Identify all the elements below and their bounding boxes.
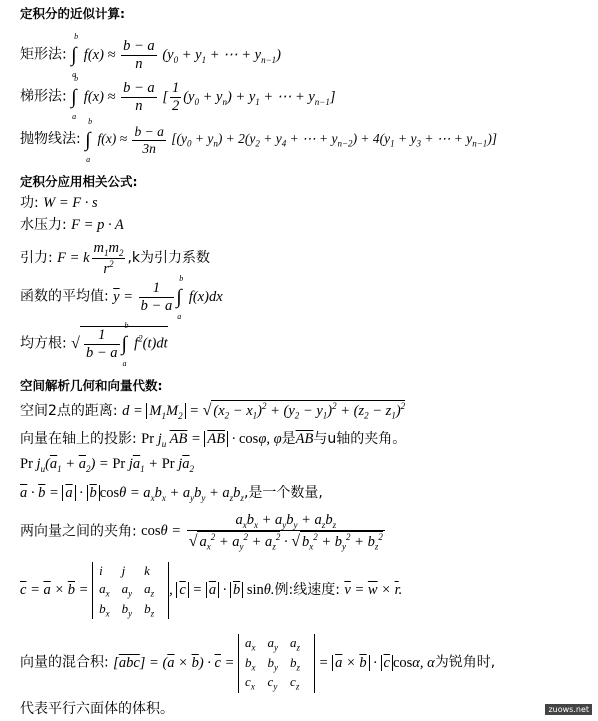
work-formula: 功: W = F · s	[20, 195, 98, 211]
pressure-label: 水压力:	[20, 217, 67, 233]
mixed-tail: 代表平行六面体的体积。	[20, 701, 174, 717]
gravity-label: 引力:	[20, 250, 53, 267]
projection-formula: 向量在轴上的投影: Pr $j_u$ $\overline{AB} = \overline{AB} \cdot \cos\varphi$, φ是$\overline{AB}$与u轴的夹角。	[20, 431, 407, 449]
projection-sum-formula: Pr $j_u(\overline{a}_1 + \overline{a}_2) = Pr$ $j\overline{a}_1 + Pr$ $j\overline{a}_2$	[20, 456, 194, 474]
mixed-label: 向量的混合积:	[20, 654, 109, 671]
trap-label: 梯形法:	[20, 88, 67, 105]
section-title-apps: 定积分应用相关公式:	[20, 174, 138, 189]
mixed-product-formula: 向量的混合积: $[\overline{a}\overline{b}\overline{c}] = (\overline{a} \times \overline{b}) \cdot \overline{c}$ = $a_x$ $a_y$ $a_z$ $b_x$ $b_y$ $b_z$ $c_x$ $c_y$ $c_z$ = $\overline{a} \times \overline{b} \cdot \overline{c}$ cosα, α为锐角时,	[20, 635, 496, 692]
proj-label: 向量在轴上的投影:	[20, 431, 137, 447]
dot-product-formula: $\overline{a} \cdot \overline{b} = \overline{a} \cdot \overline{b}$ $\cos\theta = a_xb_x + a_yb_y + a_zb_z$,是一个数量,	[20, 485, 323, 503]
mean-label: 函数的平均值:	[20, 288, 109, 305]
angle-formula: 两向量之间的夹角: cosθ = $\frac{a_xb_x + a_yb_y + a_zb_z}{√ a_x^2 + a_y^2 + a_z^2 \cdot √ b_x^2 + b_y^2 + b_z^2}$	[20, 512, 383, 552]
rect-label: 矩形法:	[20, 46, 67, 63]
gravity-note: ,k为引力系数	[127, 250, 211, 267]
proj-note2: 与u轴的夹角。	[313, 431, 407, 447]
mean-value-formula: 函数的平均值: $\overline{y}$ = $\frac{1}{b - a}$ ∫ b a f(x)dx	[20, 273, 223, 321]
work-label: 功:	[20, 195, 39, 211]
rectangle-rule: 矩形法: ∫ b a f(x) ≈ $\frac{b - a}{n}$ ($y_0 + y_1$ + ⋯ + $y_{n-1}$)	[20, 31, 281, 79]
rms-label: 均方根:	[20, 335, 67, 352]
dot-note: ,是一个数量,	[243, 485, 323, 501]
trapezoid-rule: 梯形法: ∫ b a f(x) ≈ $\frac{b - a}{n}$ [ $\frac{1}{2}$ $(y_0 + y_n) + y_1$ + ⋯ + $y_{n-1}$]	[20, 73, 336, 121]
section-title-approx: 定积分的近似计算:	[20, 6, 125, 21]
parabola-rule: 抛物线法: ∫ b a f(x) ≈ $\frac{b - a}{3n}$ [$(y_0 + y_n) + 2(y_2 + y_4$ + ⋯ + $y_{n-2}) + 4(y_1 + y_3$ + ⋯ + $y_{n-1}$)]	[20, 116, 498, 164]
watermark: zuows.net	[545, 704, 592, 715]
pressure-formula: 水压力: F = p · A	[20, 217, 124, 233]
proj-note: 是	[281, 431, 296, 447]
mixed-note: 为锐角时,	[434, 654, 496, 671]
cross-product-formula: $\overline{c} = \overline{a} \times \overline{b}$ = i j k $a_x$ $a_y$ $a_z$ $b_x$ $b_y$ $b_z$ , $\overline{c} = \overline{a} \cdot \overline{b}$ sinθ.例:线速度: $\overline{v} = \overline{w} \times \overline{r}$.	[20, 563, 403, 619]
dist-label: 空间2点的距离:	[20, 403, 118, 419]
section-title-space: 空间解析几何和向量代数:	[20, 378, 163, 393]
parab-label: 抛物线法:	[20, 131, 81, 148]
rms-formula: 均方根: √ $\frac{1}{b - a}$ ∫ b a $f^2(t)dt$	[20, 320, 168, 368]
angle-label: 两向量之间的夹角:	[20, 523, 137, 540]
gravity-formula: 引力: F = k $\frac{m_1m_2}{r^2}$ ,k为引力系数	[20, 240, 211, 278]
distance-formula: 空间2点的距离: $d = M_1M_2$ = √ $(x_2 - x_1)^2 + (y_2 - y_1)^2 + (z_2 - z_1)^2$	[20, 401, 406, 421]
cross-note: 例:线速度:	[274, 581, 340, 598]
